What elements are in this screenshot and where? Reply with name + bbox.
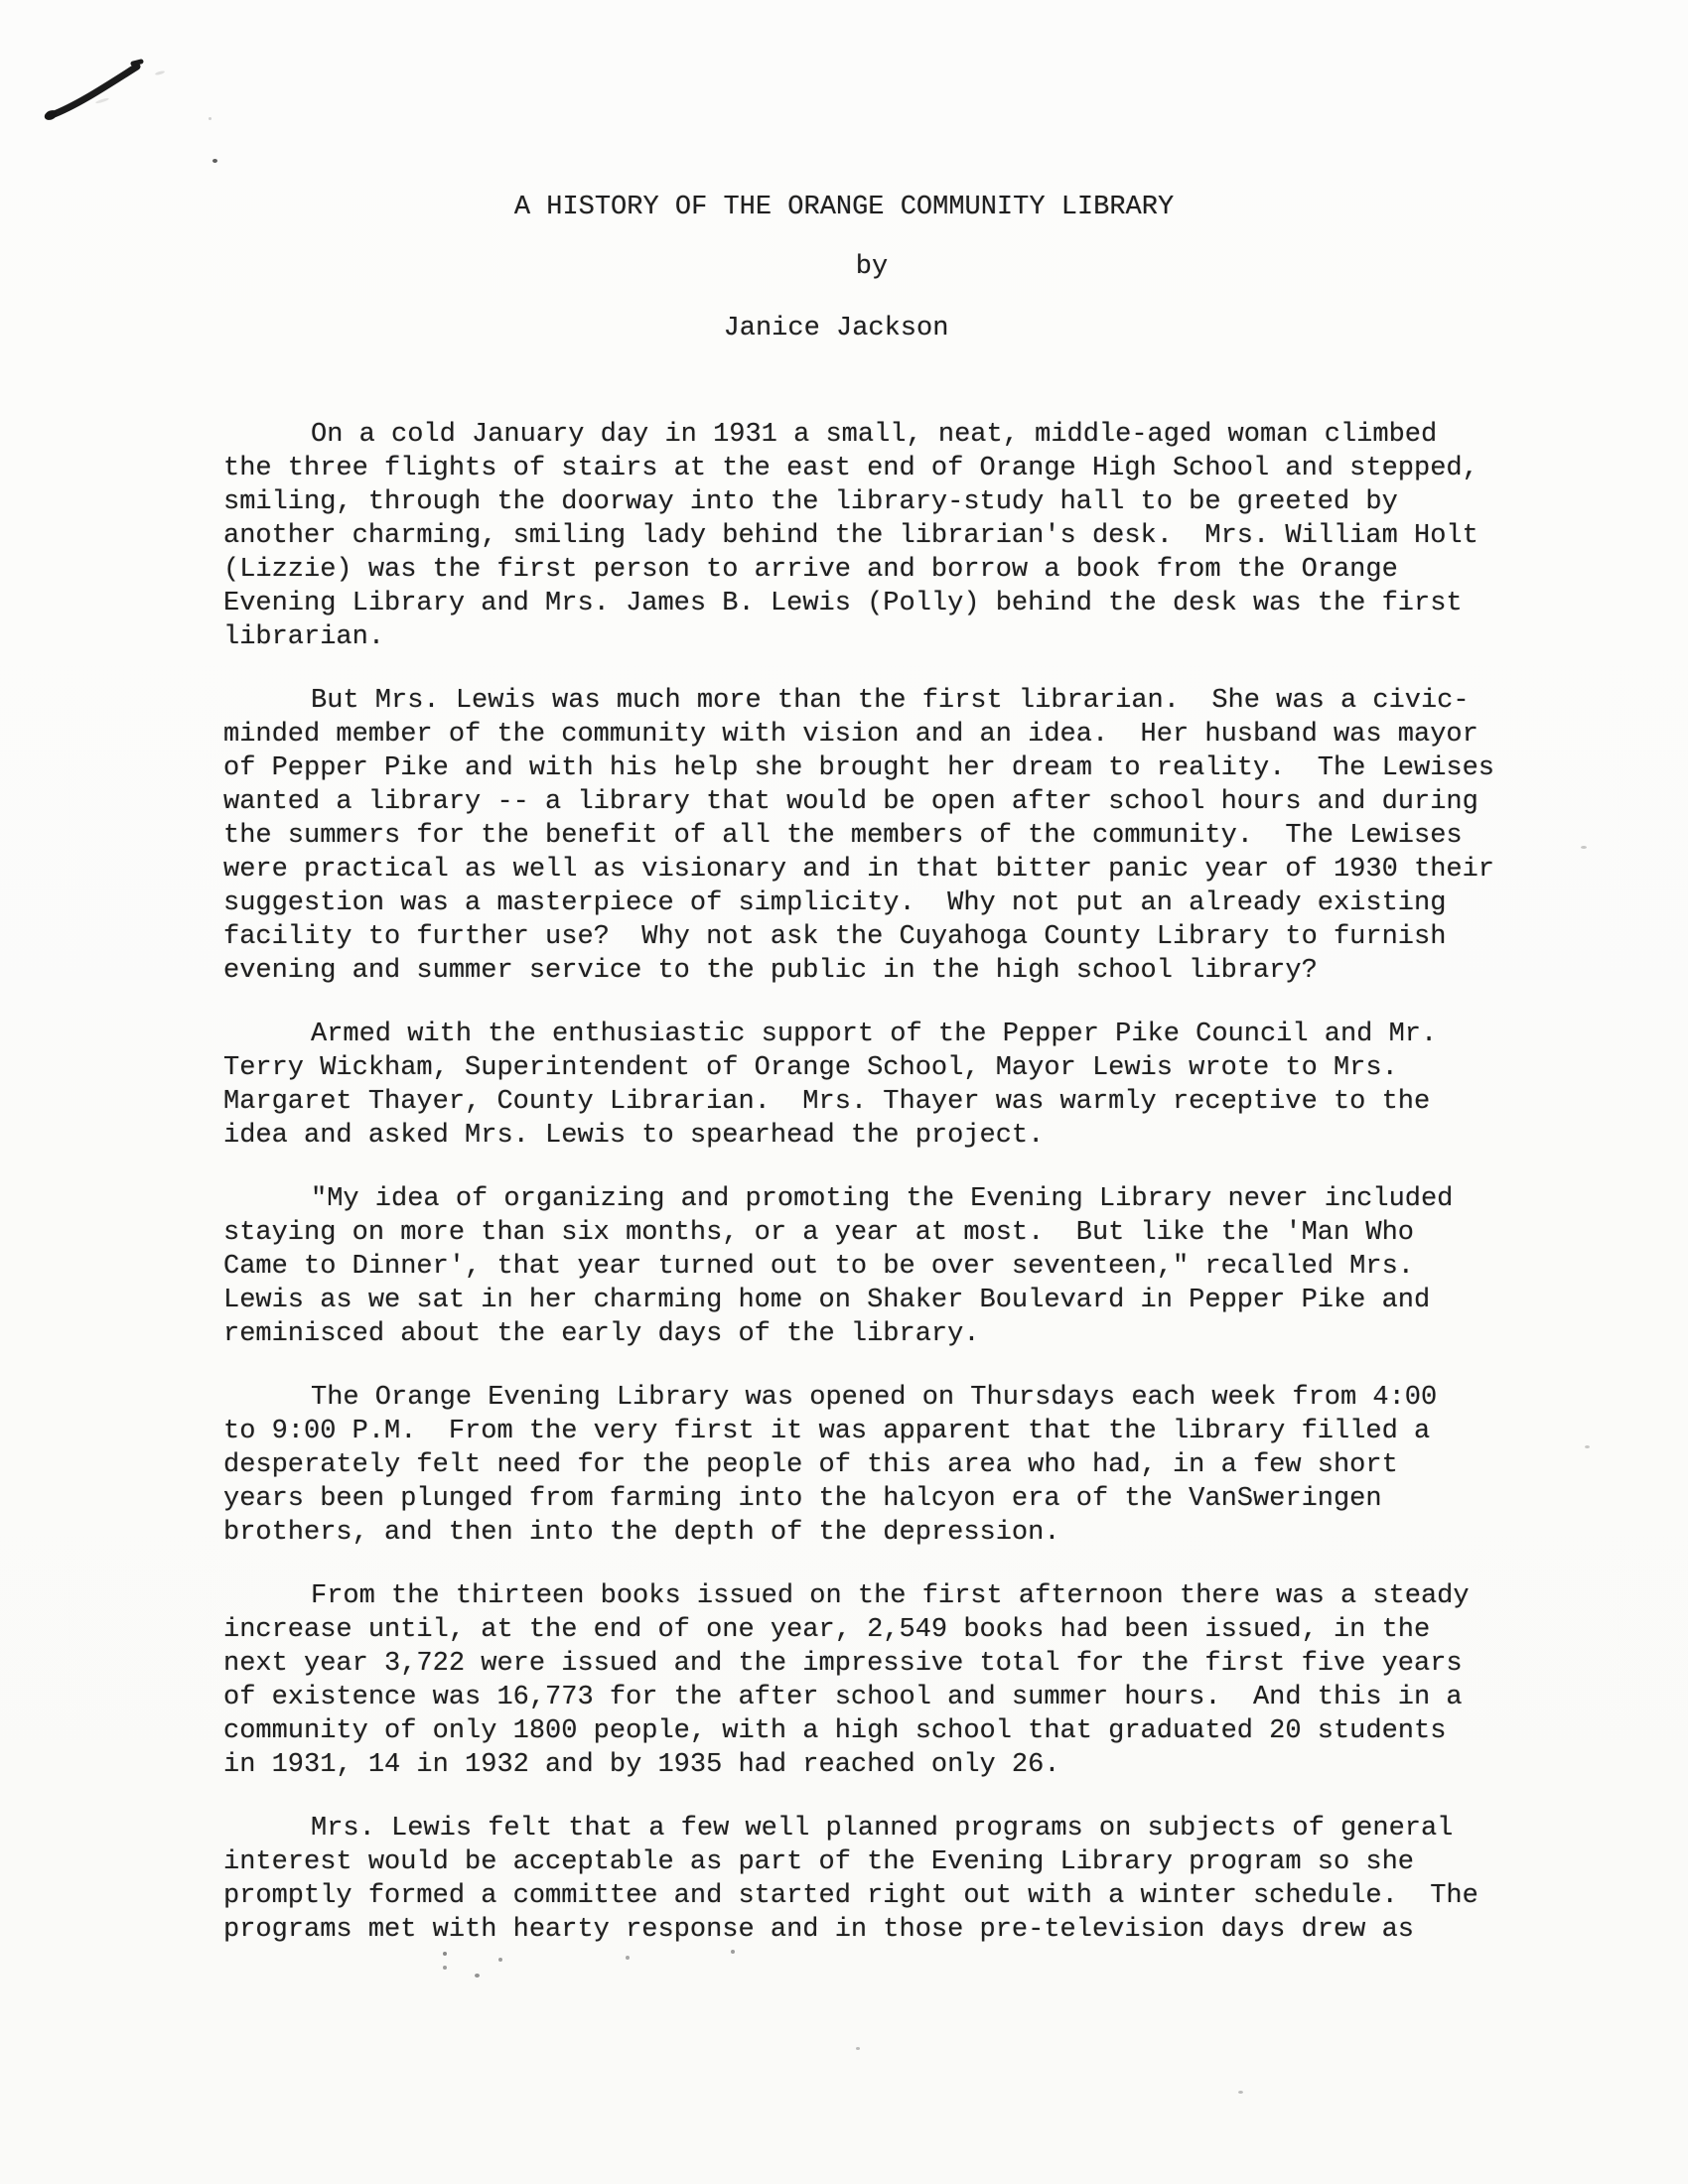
pen-stroke-mark: [30, 50, 248, 189]
paragraph: "My idea of organizing and promoting the Evening Library never included staying on more than six months, or a year at most. But like the 'Man Who Came to Dinner', that year turned out to be over seventeen," recalled Mrs. Lewis as we sat in her charming home on Shaker Boulevard in Pepper Pike and reminisced about the early days of the library.: [223, 1184, 1454, 1349]
ink-speck: [209, 117, 211, 120]
paragraph: The Orange Evening Library was opened on Thursdays each week from 4:00 to 9:00 P.M. From the very first it was apparent that the library filled a desperately felt need for the people of this area who had, in a few short years been plunged from farming into the halcyon era of the VanSweringen brothers, and then into the depth of the depression.: [223, 1383, 1438, 1548]
paragraph: On a cold January day in 1931 a small, neat, middle-aged woman climbed the three flights of stairs at the east end of Orange High School and stepped, smiling, through the doorway into the library-study hall to be greeted by another charming, smiling lady behind the librarian's desk. Mrs. William Holt (Lizzie) was the first person to arrive and borrow a book from the Orange Evening Library and Mrs. James B. Lewis (Polly) behind the desk was the first librarian.: [223, 420, 1478, 652]
paragraph: Armed with the enthusiastic support of the Pepper Pike Council and Mr. Terry Wickham, Superintendent of Orange School, Mayor Lewis wrote to Mrs. Margaret Thayer, County Librarian. Mrs. Thayer was warmly receptive to the idea and asked Mrs. Lewis to spearhead the project.: [223, 1020, 1438, 1151]
document-title: A HISTORY OF THE ORANGE COMMUNITY LIBRARY: [513, 193, 1175, 222]
author-name: Janice Jackson: [723, 314, 949, 343]
heading-block: [0, 191, 1688, 359]
byline-label: by: [855, 252, 889, 282]
ink-speck: [856, 2047, 860, 2050]
paragraph: Mrs. Lewis felt that a few well planned programs on subjects of general interest would be acceptable as part of the Evening Library program so she promptly formed a committee and started right out with a winter schedule. The programs met with hearty response and in those pre-television days drew as: [223, 1814, 1478, 1945]
document-body: [223, 418, 1574, 1977]
ink-speck: [1585, 1445, 1590, 1448]
paragraph: From the thirteen books issued on the first afternoon there was a steady increase until, at the end of one year, 2,549 books had been issued, in the next year 3,722 were issued and the impressive total for the first five years of existence was 16,773 for the after school and summer hours. And this in a community of only 1800 people, with a high school that graduated 20 students in 1931, 14 in 1932 and by 1935 had reached only 26.: [223, 1581, 1470, 1780]
ink-speck: [1581, 846, 1587, 849]
ink-speck: [212, 159, 217, 163]
ink-speck: [1238, 2091, 1243, 2094]
paragraph: But Mrs. Lewis was much more than the first librarian. She was a civic- minded member of the community with vision and an idea. Her husband was mayor of Pepper Pike and with his help she brought her dream to reality. The Lewises wanted a library -- a library that would be open after school hours and during the summers for the benefit of all the members of the community. The Lewises were practical as well as visionary and in that bitter panic year of 1930 their suggestion was a masterpiece of simplicity. Why not put an already existing facility to further use? Why not ask the Cuyahoga County Library to furnish evening and summer service to the public in the high school library?: [223, 686, 1495, 986]
